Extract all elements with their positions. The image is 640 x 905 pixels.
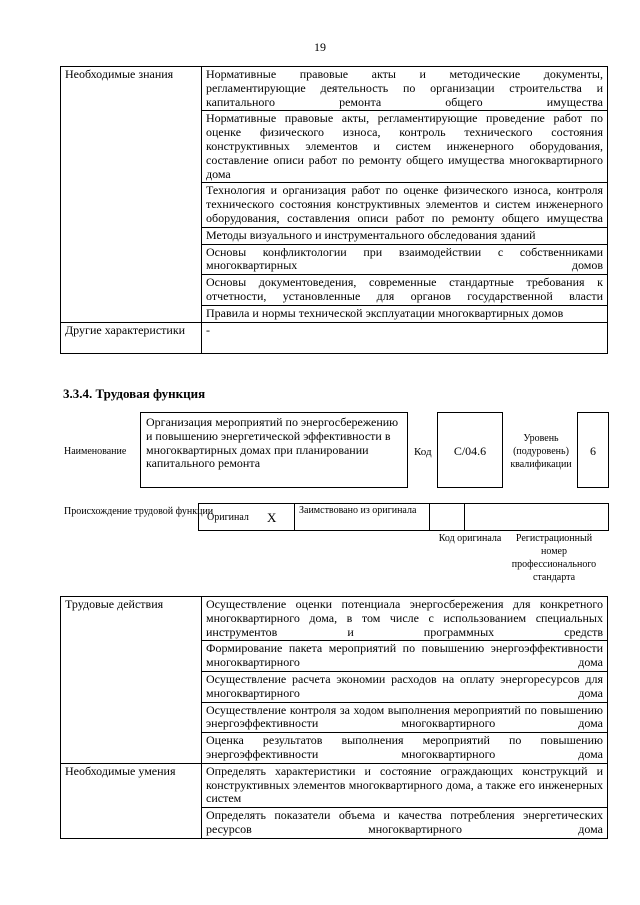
borrowed-mark-cell (430, 504, 465, 530)
knowledge-item: Нормативные правовые акты и методические документы, регламентирующие деятельность по организации строительства и капитального ремонта общего имущества (202, 67, 608, 111)
work-function-name: Организация мероприятий по энергосбережению и повышению энергетической эффективности в многоквартирных домах при планировании капитального ремонта (140, 412, 408, 488)
actions-table (60, 596, 608, 839)
section-heading: 3.3.4. Трудовая функция (63, 386, 206, 401)
required-skills-label: Необходимые умения (61, 763, 202, 838)
work-action-item: Осуществление расчета экономии расходов на оплату энергоресурсов для многоквартирного дома (202, 671, 608, 702)
skill-item: Определять показатели объема и качества потребления энергетических ресурсов многоквартирного дома (202, 808, 608, 839)
qualification-level-value: 6 (577, 412, 609, 488)
code-value: C/04.6 (437, 412, 503, 488)
knowledge-table (60, 66, 608, 354)
knowledge-item: Нормативные правовые акты, регламентирующие проведение работ по оценке физического износа, контроль технического состояния конструктивных элементов и систем инженерного оборудования, составление описи работ по ремонту общего имущества многоквартирного дома (202, 111, 608, 183)
borrowed-label: Заимствовано из оригинала (294, 504, 430, 530)
name-label: Наименование (64, 446, 127, 457)
knowledge-item: Основы конфликтологии при взаимодействии с собственниками многоквартирных домов (202, 244, 608, 275)
qualification-level-label: Уровень (подуровень) квалификации (510, 433, 572, 470)
knowledge-item: Методы визуального и инструментального обследования зданий (202, 227, 608, 244)
work-action-item: Формирование пакета мероприятий по повышению энергоэффективности многоквартирного дома (202, 641, 608, 672)
code-label: Код (414, 446, 432, 458)
knowledge-item: Технология и организация работ по оценке физического износа, контроля технического состояния конструктивных элементов и систем инженерного оборудования, составления описи работ по ремонту общего имущества (202, 183, 608, 227)
origin-row (198, 503, 609, 531)
work-actions-label: Трудовые действия (61, 597, 202, 764)
other-characteristics-value: - (202, 322, 608, 353)
other-characteristics-label: Другие характеристики (61, 322, 202, 353)
knowledge-label: Необходимые знания (61, 67, 202, 323)
work-action-item: Оценка результатов выполнения мероприятий по повышению энергоэффективности многоквартирного дома (202, 733, 608, 764)
skill-item: Определять характеристики и состояние ограждающих конструкций и конструктивных элементов многоквартирного дома, а также его инженерных систем (202, 763, 608, 807)
original-mark: X (267, 510, 277, 525)
work-action-item: Осуществление оценки потенциала энергосбережения для конкретного многоквартирного дома, в том числе с использованием специальных инструментов и программных средств (202, 597, 608, 641)
page-number: 19 (314, 40, 326, 54)
code-origin-label: Код оригинала (438, 533, 502, 544)
registration-number-label: Регистрационный номер профессионального стандарта (511, 533, 597, 583)
origin-label: Происхождение трудовой функции (64, 506, 214, 517)
original-label: Оригинал (207, 512, 249, 523)
knowledge-item: Правила и нормы технической эксплуатации многоквартирных домов (202, 305, 608, 322)
work-action-item: Осуществление контроля за ходом выполнения мероприятий по повышению энергоэффективности многоквартирного дома (202, 702, 608, 733)
knowledge-item: Основы документоведения, современные стандартные требования к отчетности, установленные для органов государственной власти (202, 275, 608, 306)
